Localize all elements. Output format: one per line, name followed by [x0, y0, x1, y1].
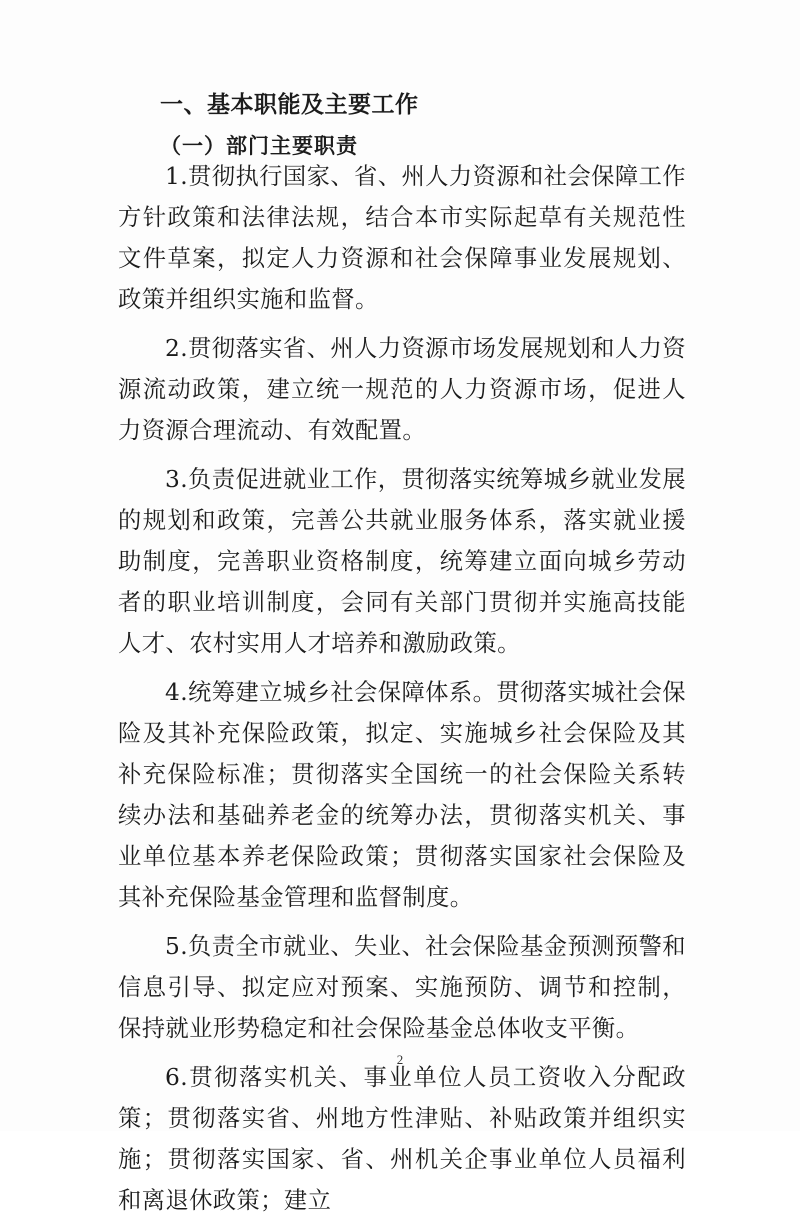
- paragraph-6: 6.贯彻落实机关、事业单位人员工资收入分配政策；贯彻落实省、州地方性津贴、补贴政策并组织实施；贯彻落实国家、省、州机关企事业单位人员福利和离退休政策；建立: [118, 1064, 686, 1214]
- section-heading: 一、基本职能及主要工作: [160, 92, 419, 118]
- subsection-heading: （一）部门主要职责: [160, 134, 358, 158]
- document-body: [118, 156, 686, 1229]
- paragraph-1: 1.贯彻执行国家、省、州人力资源和社会保障工作方针政策和法律法规，结合本市实际起草有关规范性文件草案，拟定人力资源和社会保障事业发展规划、政策并组织实施和监督。: [118, 163, 686, 313]
- page-number: 2: [396, 1052, 404, 1067]
- paragraph-3: 3.负责促进就业工作，贯彻落实统筹城乡就业发展的规划和政策，完善公共就业服务体系，落实就业援助制度，完善职业资格制度，统筹建立面向城乡劳动者的职业培训制度，会同有关部门贯彻并实施高技能人才、农村实用人才培养和激励政策。: [118, 466, 686, 657]
- paragraph-5: 5.负责全市就业、失业、社会保险基金预测预警和信息引导、拟定应对预案、实施预防、调节和控制，保持就业形势稳定和社会保险基金总体收支平衡。: [118, 933, 686, 1042]
- paragraph-4: 4.统筹建立城乡社会保障体系。贯彻落实城社会保险及其补充保险政策，拟定、实施城乡社会保险及其补充保险标准；贯彻落实全国统一的社会保险关系转续办法和基础养老金的统筹办法，贯彻落实机关、事业单位基本养老保险政策；贯彻落实国家社会保险及其补充保险基金管理和监督制度。: [118, 679, 686, 911]
- paragraph-2: 2.贯彻落实省、州人力资源市场发展规划和人力资源流动政策，建立统一规范的人力资源市场，促进人力资源合理流动、有效配置。: [118, 335, 686, 444]
